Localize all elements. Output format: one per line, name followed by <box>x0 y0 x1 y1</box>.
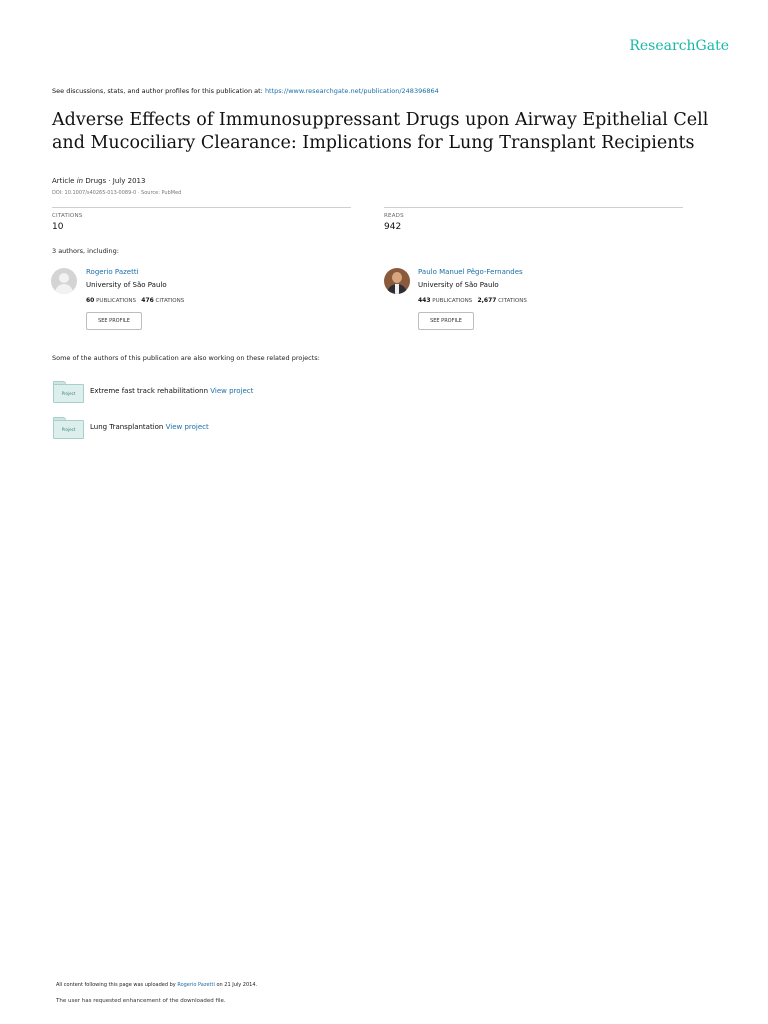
see-discussions-line <box>52 87 439 95</box>
author-profile-photo[interactable] <box>384 268 410 294</box>
author-name-link[interactable]: Paulo Manuel Pêgo-Fernandes <box>418 268 523 276</box>
author-stats <box>86 297 184 304</box>
view-project-link[interactable]: View project <box>165 423 209 431</box>
see-profile-button[interactable]: SEE PROFILE <box>86 312 142 330</box>
article-type: Article <box>52 177 75 185</box>
author-publications-count: 443 <box>418 297 431 304</box>
see-discussions-text: See discussions, stats, and author profiles for this publication at: <box>52 87 263 95</box>
project-name: Lung Transplantation <box>90 423 164 431</box>
default-avatar-icon[interactable] <box>51 268 77 294</box>
author-publications-count: 60 <box>86 297 95 304</box>
publication-title: Adverse Effects of Immunosuppressant Drugs upon Airway Epithelial Cell and Mucociliary Clearance: Implications for Lung Transplant Recipients <box>52 110 709 153</box>
article-in: in <box>76 177 84 185</box>
author-citations-label: CITATIONS <box>498 298 527 304</box>
author-citations-count: 2,677 <box>477 297 497 304</box>
project-icon-label: Project <box>61 427 76 432</box>
citations-label: CITATIONS <box>52 213 83 219</box>
project-icon-label: Project <box>61 391 76 396</box>
article-meta <box>52 177 145 185</box>
upload-note-suffix: on 21 July 2014. <box>216 982 258 988</box>
project-item <box>90 387 253 395</box>
author-name-link[interactable]: Rogerio Pazetti <box>86 268 139 276</box>
author-stats <box>418 297 527 304</box>
upload-note-prefix: All content following this page was uploaded by <box>56 982 176 988</box>
view-project-link[interactable]: View project <box>210 387 254 395</box>
author-citations-label: CITATIONS <box>155 298 185 304</box>
authors-heading: 3 authors, including: <box>52 247 119 255</box>
photo-shirt-shape <box>395 284 399 294</box>
enhancement-note: The user has requested enhancement of the downloaded file. <box>56 998 226 1004</box>
article-date: · July 2013 <box>108 177 146 185</box>
reads-label: READS <box>384 213 404 219</box>
avatar-head-shape <box>59 273 69 283</box>
author-institution: University of São Paulo <box>418 281 499 289</box>
uploader-link[interactable]: Rogerio Pazetti <box>177 982 215 988</box>
upload-note <box>56 982 257 988</box>
author-citations-count: 476 <box>141 297 154 304</box>
researchgate-logo[interactable]: ResearchGate <box>629 38 729 54</box>
avatar-body-shape <box>55 284 73 294</box>
photo-head-shape <box>392 272 402 283</box>
reads-divider <box>384 207 683 208</box>
citations-value: 10 <box>52 222 64 232</box>
doi-line: DOI: 10.1007/s40265-013-0089-0 · Source: PubMed <box>52 190 182 196</box>
author-publications-label: PUBLICATIONS <box>96 298 137 304</box>
author-institution: University of São Paulo <box>86 281 167 289</box>
reads-value: 942 <box>384 222 402 232</box>
project-name: Extreme fast track rehabilitationn <box>90 387 209 395</box>
project-folder-icon <box>53 381 83 401</box>
related-projects-heading: Some of the authors of this publication are also working on these related projects: <box>52 354 320 362</box>
journal-name: Drugs <box>85 177 107 185</box>
see-profile-button[interactable]: SEE PROFILE <box>418 312 474 330</box>
project-folder-icon <box>53 417 83 437</box>
citations-divider <box>52 207 351 208</box>
publication-url-link[interactable]: https://www.researchgate.net/publication/248396864 <box>264 87 439 95</box>
author-publications-label: PUBLICATIONS <box>432 298 473 304</box>
project-item <box>90 423 209 431</box>
